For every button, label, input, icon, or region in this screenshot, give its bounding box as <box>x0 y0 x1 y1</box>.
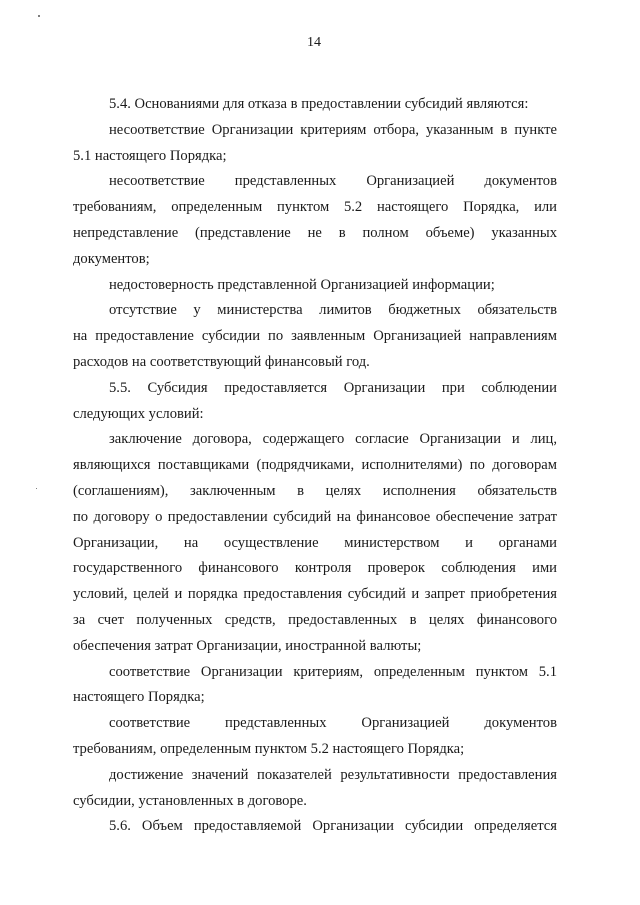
document-body <box>73 92 557 840</box>
scan-speck <box>36 488 37 489</box>
text-line: несоответствие Организации критериям отбора, указанным в пункте <box>109 121 557 138</box>
page-number: 14 <box>307 35 321 50</box>
text-line: на предоставление субсидии по заявленным Организацией направлениям <box>73 328 557 345</box>
text-line: отсутствие у министерства лимитов бюджетных обязательств <box>109 302 557 319</box>
text-line: 5.5. Субсидия предоставляется Организации при соблюдении <box>109 379 557 396</box>
text-line: являющихся поставщиками (подрядчиками, исполнителями) по договорам <box>73 457 557 474</box>
text-line: соответствие Организации критериям, определенным пунктом 5.1 <box>109 663 557 680</box>
text-line: недостоверность представленной Организацией информации; <box>109 276 495 293</box>
text-line: следующих условий: <box>73 405 204 422</box>
text-line: субсидии, установленных в договоре. <box>73 792 307 809</box>
text-line: достижение значений показателей результативности предоставления <box>109 766 557 783</box>
text-line: 5.1 настоящего Порядка; <box>73 147 227 164</box>
text-line: документов; <box>73 250 150 267</box>
text-line: Организации, на осуществление министерством и органами <box>73 534 557 551</box>
text-line: настоящего Порядка; <box>73 689 205 706</box>
text-line: государственного финансового контроля проверок соблюдения ими <box>73 560 557 577</box>
text-line: непредставление (представление не в полном объеме) указанных <box>73 224 557 241</box>
text-line: заключение договора, содержащего согласие Организации и лиц, <box>109 431 557 448</box>
text-line: соответствие представленных Организацией документов <box>109 715 557 732</box>
text-line: (соглашениям), заключенным в целях исполнения обязательств <box>73 482 557 499</box>
text-line: несоответствие представленных Организацией документов <box>109 173 557 190</box>
text-line: расходов на соответствующий финансовый год. <box>73 353 370 370</box>
text-line: 5.6. Объем предоставляемой Организации субсидии определяется <box>109 818 557 835</box>
text-line: за счет полученных средств, предоставленных в целях финансового <box>73 611 557 628</box>
text-line: требованиям, определенным пунктом 5.2 настоящего Порядка; <box>73 740 465 757</box>
text-line: по договору о предоставлении субсидий на финансовое обеспечение затрат <box>73 508 557 525</box>
text-line: условий, целей и порядка предоставления субсидий и запрет приобретения <box>73 586 557 603</box>
text-line: требованиям, определенным пунктом 5.2 настоящего Порядка, или <box>73 199 557 216</box>
scan-speck <box>38 15 40 17</box>
text-line: 5.4. Основаниями для отказа в предоставлении субсидий являются: <box>109 96 529 112</box>
text-line: обеспечения затрат Организации, иностранной валюты; <box>73 637 422 654</box>
